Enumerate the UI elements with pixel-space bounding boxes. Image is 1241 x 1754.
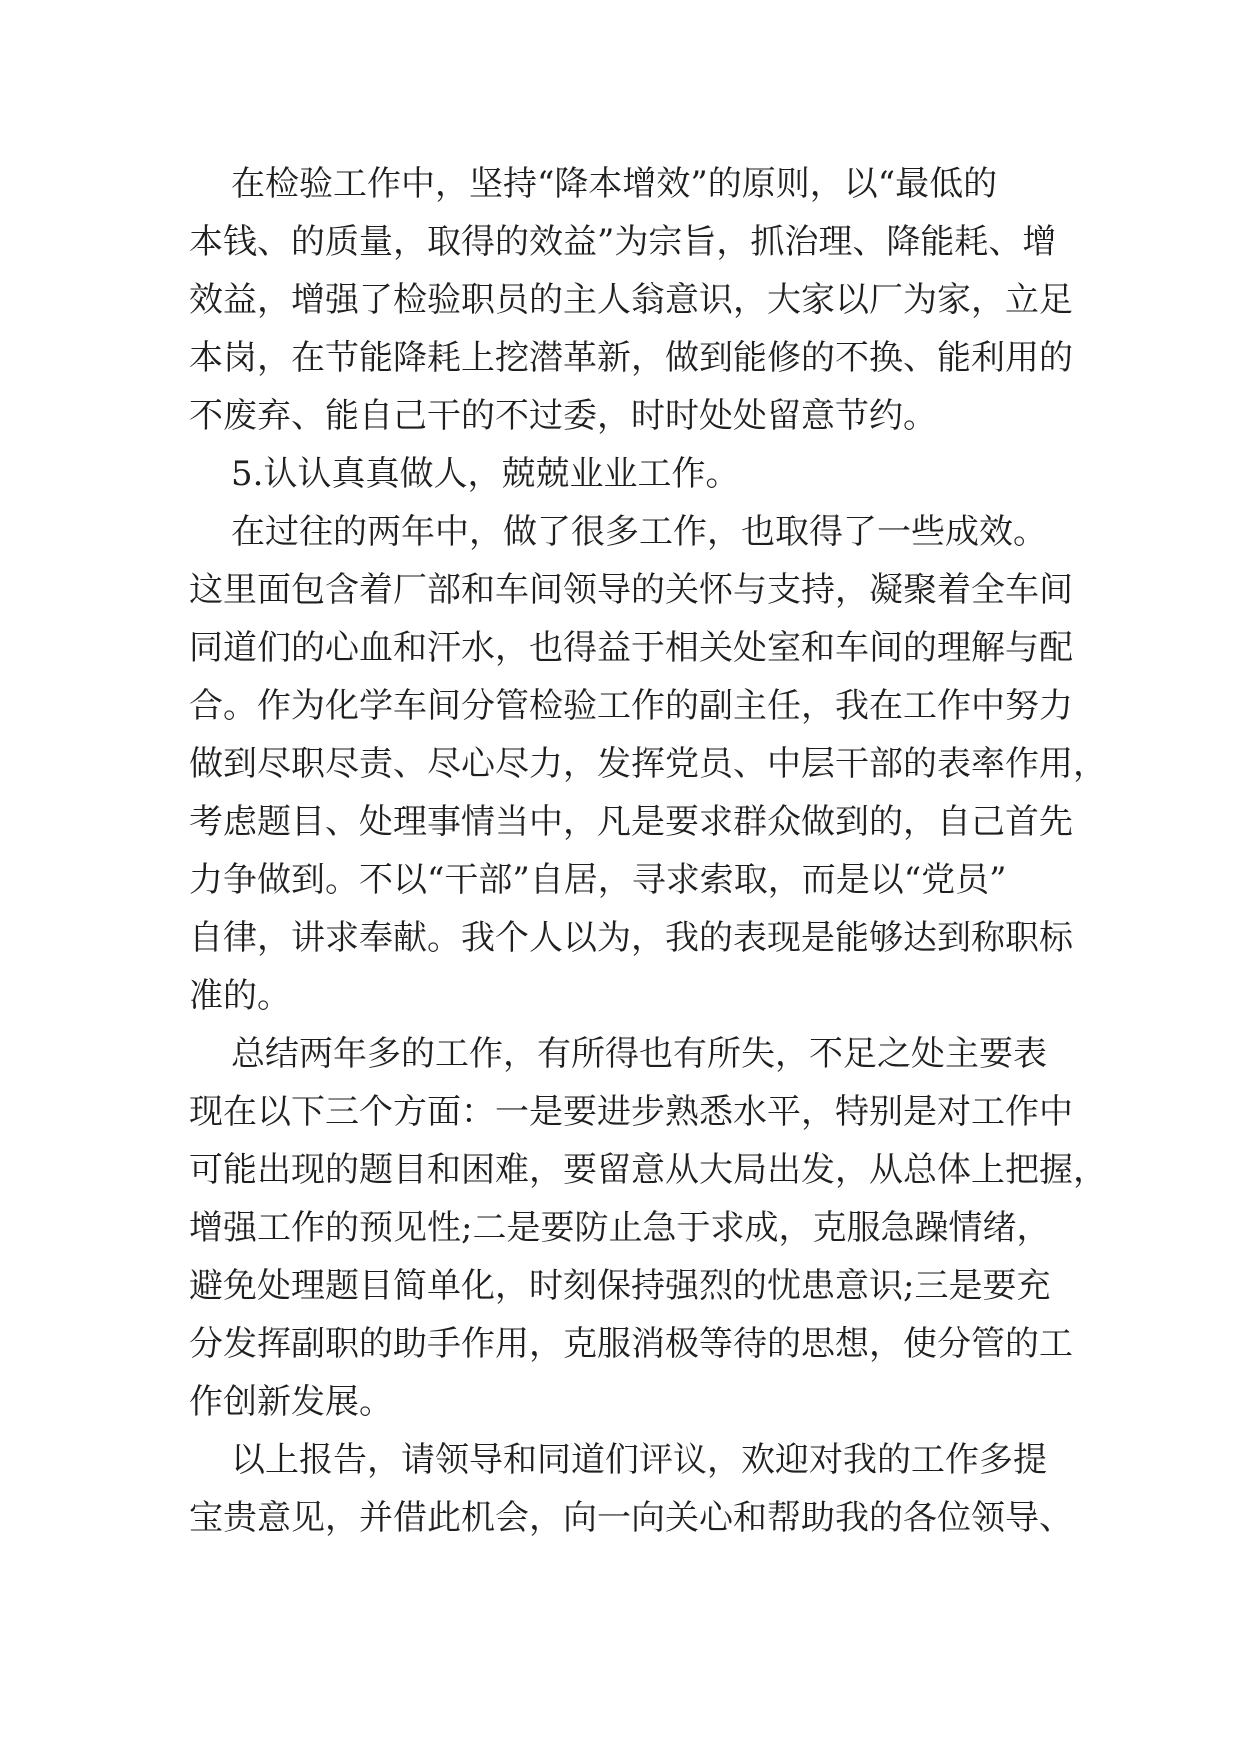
text-line: 在检验工作中，坚持“降本增效”的原则，以“最低的 xyxy=(231,164,998,204)
text-line: 合。作为化学车间分管检验工作的副主任，我在工作中努力 xyxy=(189,686,1073,726)
text-line: 力争做到。不以“干部”自居，寻求索取，而是以“党员” xyxy=(189,860,1007,900)
text-line: 自律，讲求奉献。我个人以为，我的表现是能够达到称职标 xyxy=(189,918,1073,958)
text-line: 本钱、的质量，取得的效益”为宗旨，抓治理、降能耗、增 xyxy=(189,222,1057,262)
text-line: 现在以下三个方面：一是要进步熟悉水平，特别是对工作中 xyxy=(189,1092,1073,1132)
text-line: 这里面包含着厂部和车间领导的关怀与支持，凝聚着全车间 xyxy=(189,570,1073,610)
text-line: 准的。 xyxy=(189,976,291,1016)
text-line: 可能出现的题目和困难，要留意从大局出发，从总体上把握， xyxy=(189,1150,1107,1190)
text-line: 宝贵意见，并借此机会，向一向关心和帮助我的各位领导、 xyxy=(189,1498,1073,1538)
text-line: 考虑题目、处理事情当中，凡是要求群众做到的，自己首先 xyxy=(189,802,1073,842)
text-line: 做到尽职尽责、尽心尽力，发挥党员、中层干部的表率作用， xyxy=(189,744,1107,784)
section-heading: 5.认认真真做人，兢兢业业工作。 xyxy=(231,454,740,494)
text-line: 不废弃、能自己干的不过委，时时处处留意节约。 xyxy=(189,396,937,436)
text-line: 分发挥副职的助手作用，克服消极等待的思想，使分管的工 xyxy=(189,1324,1073,1364)
text-line: 作创新发展。 xyxy=(189,1382,393,1422)
text-line: 本岗，在节能降耗上挖潜革新，做到能修的不换、能利用的 xyxy=(189,338,1073,378)
text-line: 避免处理题目简单化，时刻保持强烈的忧患意识;三是要充 xyxy=(189,1266,1051,1306)
text-line: 以上报告，请领导和同道们评议，欢迎对我的工作多提 xyxy=(231,1440,1047,1480)
text-line: 同道们的心血和汗水，也得益于相关处室和车间的理解与配 xyxy=(189,628,1073,668)
text-line: 效益，增强了检验职员的主人翁意识，大家以厂为家，立足 xyxy=(189,280,1073,320)
text-line: 总结两年多的工作，有所得也有所失，不足之处主要表 xyxy=(231,1034,1047,1074)
text-line: 增强工作的预见性;二是要防止急于求成，克服急躁情绪， xyxy=(189,1208,1051,1248)
text-line: 在过往的两年中，做了很多工作，也取得了一些成效。 xyxy=(231,512,1047,552)
